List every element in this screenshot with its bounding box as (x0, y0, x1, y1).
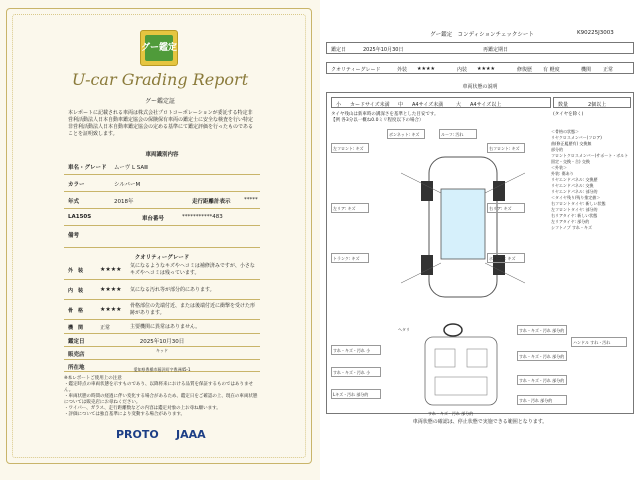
exterior-stars: ★★★★ (100, 266, 122, 273)
mark-box: ボンネット: キズ (387, 129, 425, 139)
interior-mark: すれ・キズ・汚れ 部分的 (517, 325, 567, 335)
date-row (64, 334, 260, 347)
interior-desc: 気になる汚れ等が部分的にあります。 (130, 287, 215, 293)
store-value: キッド (156, 348, 168, 353)
sheet-date-value: 2025年10月30日 (363, 47, 404, 53)
interior-mark: Lキズ・汚れ 部分的 (331, 389, 381, 399)
interior-mark: すれ・キズ・汚れ 部分的 (428, 411, 474, 416)
mark-box: 右リア: キズ (487, 203, 525, 213)
engine-label: 機 関 (68, 325, 84, 331)
color-label: カラー (68, 182, 85, 188)
interior-mark: すれ・キズ・汚れ 小 (331, 367, 381, 377)
address-value: 愛知県豊橋市藤沢町字豊洲45-1 (133, 367, 191, 372)
tire-note: タイヤ残山は新車時の溝深さを基準とした目安です。 (331, 112, 439, 117)
quality-header (326, 62, 634, 74)
size-a4plus: A4サイズ以上 (470, 102, 502, 108)
engine-row (64, 320, 260, 334)
engine-mark: 正常 (100, 325, 111, 331)
sheet-engine-value: 正常 (603, 67, 614, 73)
interior-stars: ★★★★ (100, 286, 122, 293)
diagram-box (326, 92, 634, 414)
sheet-doc-id: K90225J3003 (577, 30, 614, 36)
goo-badge-logo (140, 30, 178, 66)
date-label: 鑑定日 (68, 339, 85, 345)
vehicle-section-title: 車両識別内容 (145, 152, 179, 158)
interior-row (64, 280, 260, 300)
chassis-label: 車台番号 (142, 216, 165, 222)
engine-desc: 主要機関に異常はありません。 (130, 324, 201, 330)
count-legend (553, 97, 631, 108)
condition-sheet (322, 0, 640, 480)
year-value: 2018年 (114, 199, 134, 205)
jaaa-logo: JAAA (176, 428, 206, 441)
store-label: 販売店 (68, 352, 85, 358)
remarks-row (64, 226, 260, 248)
mark-box: 左リア: キズ (331, 203, 369, 213)
exterior-label: 外 装 (68, 268, 84, 274)
size-big: 大 (456, 102, 462, 108)
size-legend (331, 97, 551, 108)
steering-wheel-icon (443, 323, 463, 337)
size-card: カードサイズ未満 (350, 102, 390, 108)
car-name-row (64, 158, 260, 175)
sheet-int-stars: ★★★★ (477, 66, 495, 72)
wheel-note: 【例 各3分以一概ね0.0ミリ程度以下の場合） (331, 118, 424, 123)
mark-box: トランク: キズ (331, 253, 369, 263)
year-row (64, 192, 260, 209)
sheet-ext-stars: ★★★★ (417, 66, 435, 72)
proto-logo: PROTO (116, 428, 159, 441)
remarks-label: 備考 (68, 233, 80, 239)
year-label: 年式 (68, 199, 80, 205)
sheet-repair-label: 修復歴 (517, 67, 533, 73)
mark-box: 左フロント: キズ (331, 143, 369, 153)
car-interior-diagram (411, 335, 511, 407)
interior-mark: ヘタリ (398, 327, 410, 332)
sheet-date-label: 鑑定日 (331, 47, 347, 53)
frame-row (64, 300, 260, 320)
sheet-footer: 車両状態の確認は、停止状態で実施できる範囲となります。 (412, 419, 548, 425)
interior-mark: すれ・キズ・汚れ 部分的 (517, 351, 567, 361)
certificate-subtitle: グー鑑定証 (144, 98, 175, 105)
frame-desc: 骨格部位の先端付近、または後端付近に衝撃を受けた形跡があります。 (130, 303, 256, 316)
logo-area (116, 424, 226, 444)
sheet-int-label: 内装 (457, 67, 468, 73)
address-row (64, 360, 260, 372)
color-value: シルバーM (114, 182, 141, 188)
mark-box: 右フロント: キズ (487, 143, 525, 153)
certificate-title: U-car Grading Report (71, 70, 249, 89)
mileage-label: 走行距離計表示 (192, 199, 231, 205)
sheet-ext-label: 外装 (397, 67, 408, 73)
interior-mark: すれ・汚れ 部分的 (517, 395, 567, 405)
interior-mark: すれ・キズ・汚れ 部分的 (517, 375, 567, 385)
size-small: 小 (336, 102, 342, 108)
interior-mark: ハンドル すれ・汚れ (571, 337, 627, 347)
quality-section-title: クオリティーグレード (134, 255, 190, 261)
mark-box: ホイール: キズ (487, 253, 525, 263)
interior-label: 内 装 (68, 288, 84, 294)
date-value: 2025年10月30日 (139, 339, 185, 345)
sheet-engine-label: 機関 (581, 67, 592, 73)
count-value: 2個以上 (588, 102, 607, 108)
sheet-repair-value: 有 軽度 (543, 67, 560, 73)
usage-notes: ※本レポートご使用上の注意 ・鑑定時点の車両状態を示すものであり、以降将来における品質を保証するものではありません。 ・車両状態の時間の経過に伴い変化する場合があるため、鑑定日をご確認の上、現在の車両状態については販売店にお尋ねください。 ・ワイパー、ガラス、走行距離数などの内容は鑑定対象の上お尋ね願います。 ・評価については独自基準により変動する場合があります。 (64, 376, 258, 417)
frame-stars: ★★★★ (100, 306, 122, 313)
model-row (64, 209, 260, 226)
chassis-value: ***********483 (182, 214, 223, 220)
certificate-intro: 本レポートに記載される車両は株式会社プロトコーポレーションが委託する特定非営利活動法人日本自動車鑑定協会の保険保有車両の鑑定士に安全な検査を行い特定非営利活動法人日本自動車鑑定協会の定める基準にて鑑定評価を行ったものであることを証明致します。 (68, 110, 254, 137)
size-mid: 中 (398, 102, 404, 108)
tire-note2: (タイヤを除く) (553, 112, 584, 117)
sheet-quality-label: クオリティーグレード (331, 67, 381, 73)
car-name-value: ムーヴ L SAⅢ (114, 165, 148, 171)
model-value: LA150S (68, 214, 92, 220)
interior-mark: すれ・キズ・汚れ 小 (331, 345, 381, 355)
mileage-value: ***** (244, 197, 258, 203)
size-a4: A4サイズ未満 (412, 102, 444, 108)
badge-label: グー鑑定 (141, 43, 178, 53)
store-row (64, 347, 260, 360)
exterior-desc: 気になるようなキズやヘコミは補修済みですが、小さなキズやヘコミは残っています。 (130, 263, 255, 276)
frame-label: 骨 格 (68, 308, 84, 314)
exterior-row (64, 260, 260, 280)
car-top-diagram (401, 153, 525, 303)
side-notes: ＜骨格の状態＞ リヤクロスメンバー(フロア) 曲(修正履歴有) 交換無 部分的 フロントクロスメンバー(サポート・ボルト固定・交換・合) 交換 ＜外装＞ 外装: 傷あり リヤエンドパネル: 交換歴 リヤエンドパネル: 交換 リヤエンドパネル: 部分的 ＜タイヤ残り/残り推定値＞ 右フロントタイヤ: 新しい状態 左フロントタイヤ: 部分的 右リアタイヤ: 新しい状態 左リアタイヤ: 部分的 シフトノブ すれ・キズ (551, 129, 629, 230)
sheet-section-title: 車両状態の説明 (462, 84, 498, 90)
address-label: 所在地 (68, 365, 85, 371)
count-label: 数量 (558, 102, 569, 108)
sheet-title: グー鑑定 コンディションチェックシート (430, 32, 534, 38)
date-header (326, 42, 634, 54)
section-header (326, 80, 634, 92)
color-row (64, 175, 260, 192)
car-name-label: 車名・グレード (68, 165, 107, 171)
sheet-period-label: 再鑑定期日 (483, 47, 509, 53)
mark-box: ルーフ: 汚れ (439, 129, 477, 139)
